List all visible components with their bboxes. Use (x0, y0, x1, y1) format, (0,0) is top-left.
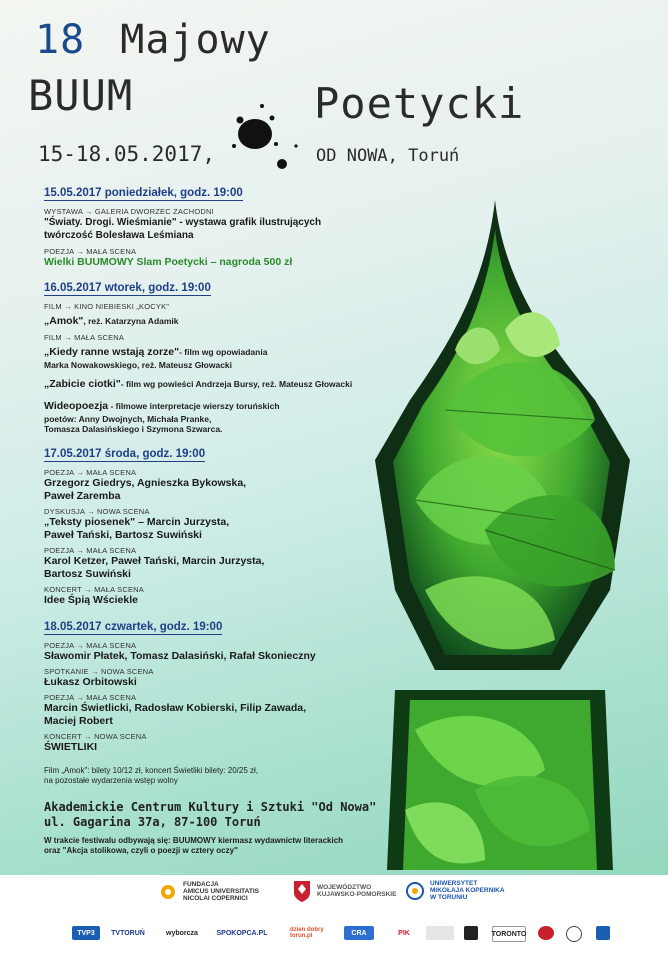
day2-event3-title: „Zabicie ciotki" (44, 378, 121, 390)
coat-of-arms-icon (292, 879, 312, 903)
day3-date: 17.05.2017 środa, godz. 19:00 (44, 448, 206, 460)
umk-logo (405, 880, 505, 901)
sponsor-spokopca-logo: SPOKOPCA.PL (216, 926, 268, 940)
sponsor-tvp3-logo: TVP3 (72, 926, 100, 940)
day3-event1-line2: Paweł Zaremba (44, 490, 121, 502)
day1-event1-category: WYSTAWA → GALERIA DWORZEC ZACHODNI (44, 207, 214, 216)
day2-event1-director: , reż. Katarzyna Adamik (83, 316, 179, 326)
fundacja-line1: FUNDACJA (183, 881, 219, 888)
day4-event3-line2: Maciej Robert (44, 715, 113, 727)
fundacja-line2: AMICUS UNIVERSITATIS (183, 888, 259, 895)
sponsor-dziendobry-logo: dzien dobry torun.pl (290, 926, 346, 940)
day3-event4-line1: Idee Śpią Wściekle (44, 594, 138, 606)
day3-event3-line1: Karol Ketzer, Paweł Tański, Marcin Jurzysta, (44, 555, 265, 567)
sponsor-tvtorun-logo: TVTORUŃ (110, 926, 146, 940)
day1-event2-title: Wielki BUUMOWY Slam Poetycki – nagroda 500 zł (44, 256, 293, 268)
university-emblem-icon (405, 881, 425, 901)
umk-line2: MIKOŁAJA KOPERNIKA (430, 887, 505, 894)
day4-event1-category: POEZJA → MAŁA SCENA (44, 641, 137, 650)
day2-event4-title: Wideopoezja (44, 400, 109, 412)
sponsor-logo-10 (464, 926, 478, 940)
sponsor-toronto-logo: TORONTO (492, 926, 526, 942)
day1-event1-title: "Światy. Drogi. Wieśmianie" - wystawa grafik ilustrujących twórczość Bolesława Leśmiana (44, 217, 322, 241)
sponsor-logo-9 (426, 926, 454, 940)
day3-event2-line2: Paweł Tański, Bartosz Suwiński (44, 529, 202, 541)
fundacja-logo (158, 881, 259, 902)
day2-event4-desc-line2: poetów: Anny Dwojnych, Michała Pranke, (44, 414, 212, 424)
day2-date: 16.05.2017 wtorek, godz. 19:00 (44, 282, 211, 294)
sponsor-wyborcza-logo: wyborcza (160, 926, 204, 940)
sponsor-logo-13 (566, 926, 582, 942)
sponsor-logo-14 (596, 926, 610, 940)
address-line2: ul. Gagarina 37a, 87-100 Toruń (44, 815, 261, 829)
footer-logos (0, 875, 668, 960)
edition-number: 18 (35, 17, 86, 63)
day3-event1-category: POEZJA → MAŁA SCENA (44, 468, 137, 477)
festival-venue: OD NOWA, Toruń (316, 146, 460, 166)
day2-event1-title: „Amok" (44, 315, 84, 327)
day3-event2-line1: „Teksty piosenek" – Marcin Jurzysta, (44, 516, 230, 528)
venue-address (44, 800, 376, 830)
festival-edition (35, 18, 271, 62)
day2-event4-desc-line3: Tomasza Dalasińskiego i Szymona Szwarca. (44, 424, 223, 434)
title-word-buum: BUUM (28, 71, 134, 120)
day2-event2-desc-line2: Marka Nowakowskiego, reż. Mateusz Głowacki (44, 360, 233, 370)
day2-event1-category: FILM → KINO NIEBIESKI „KOCYK" (44, 302, 170, 311)
day4-event1-line1: Sławomir Płatek, Tomasz Dalasiński, Rafał Skonieczny (44, 650, 316, 662)
day4-event3-line1: Marcin Świetlicki, Radosław Kobierski, Filip Zawada, (44, 702, 306, 714)
ticket-info-line1: Film „Amok": bilety 10/12 zł, koncert Świetliki bilety: 20/25 zł, (44, 766, 259, 775)
day1-date: 15.05.2017 poniedziałek, godz. 19:00 (44, 187, 243, 199)
day4-event2-category: SPOTKANIE → NOWA SCENA (44, 667, 154, 676)
sun-icon (158, 882, 178, 902)
festival-dates: 15-18.05.2017, (38, 142, 216, 166)
umk-line3: W TORUNIU (430, 894, 468, 901)
fundacja-line3: NICOLAI COPERNICI (183, 895, 248, 902)
day2-event2-title: „Kiedy ranne wstają zorze" (44, 346, 180, 358)
sponsor-cra-logo: CRA (344, 926, 374, 940)
wojewodztwo-line2: KUJAWSKO-POMORSKIE (317, 891, 397, 898)
day3-event3-category: POEZJA → MAŁA SCENA (44, 546, 137, 555)
ink-splash-icon (222, 100, 312, 180)
ticket-info-line2: na pozostałe wydarzenia wstęp wolny (44, 776, 178, 785)
title-word-majowy: Majowy (120, 17, 271, 63)
day4-date: 18.05.2017 czwartek, godz. 19:00 (44, 621, 223, 633)
fair-info-line1: W trakcie festiwalu odbywają się: BUUMOWY kiermasz wydawnictw literackich (44, 836, 344, 845)
day3-event4-category: KONCERT → MAŁA SCENA (44, 585, 144, 594)
title-word-poetycki: Poetycki (314, 79, 525, 128)
day4-event4-category: KONCERT → NOWA SCENA (44, 732, 147, 741)
sponsor-pik-logo: PIK (393, 926, 415, 940)
day1-event2-category: POEZJA → MAŁA SCENA (44, 247, 137, 256)
day3-event3-line2: Bartosz Suwiński (44, 568, 131, 580)
day2-event2-category: FILM → MAŁA SCENA (44, 333, 125, 342)
day2-event4-desc: - filmowe interpretacje wierszy toruńskich (108, 401, 280, 411)
sponsor-logo-12 (538, 926, 554, 940)
day4-event4-line1: ŚWIETLIKI (44, 741, 98, 753)
day3-event2-category: DYSKUSJA → NOWA SCENA (44, 507, 150, 516)
day4-event3-category: POEZJA → MAŁA SCENA (44, 693, 137, 702)
umk-line1: UNIWERSYTET (430, 880, 478, 887)
wojewodztwo-logo (292, 879, 396, 903)
day4-event2-line1: Łukasz Orbitowski (44, 676, 137, 688)
wojewodztwo-line1: WOJEWÓDZTWO (317, 884, 372, 891)
day2-event2-desc: - film wg opowiadania (179, 347, 268, 357)
day3-event1-line1: Grzegorz Giedrys, Agnieszka Bykowska, (44, 477, 247, 489)
fair-info (44, 836, 343, 856)
address-line1: Akademickie Centrum Kultury i Sztuki "Od Nowa" (44, 800, 377, 814)
day2-event3-desc: - film wg powieści Andrzeja Bursy, reż. Mateusz Głowacki (120, 379, 353, 389)
fair-info-line2: oraz "Akcja stolikowa, czyli o poezji w cztery oczy" (44, 846, 238, 855)
program (44, 183, 424, 786)
